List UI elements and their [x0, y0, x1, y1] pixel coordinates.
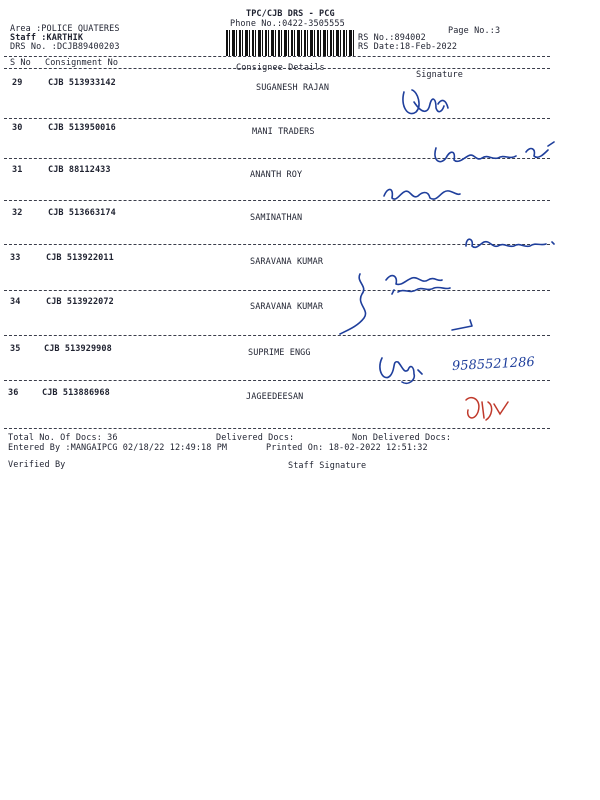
row-consignee: SAMINATHAN — [250, 213, 303, 223]
printed-on: Printed On: 18-02-2022 12:51:32 — [266, 443, 428, 453]
row-divider — [4, 118, 550, 119]
rs-date: RS Date:18-Feb-2022 — [358, 42, 458, 52]
row-consignment: CJB 513922072 — [46, 297, 114, 307]
row-consignee: SUGANESH RAJAN — [256, 83, 330, 93]
row-consignee: MANI TRADERS — [252, 127, 315, 137]
row-consignee: SARAVANA KUMAR — [250, 302, 324, 312]
total-docs: Total No. Of Docs: 36 — [8, 433, 118, 443]
signature-35 — [374, 352, 434, 392]
row-sno: 35 — [10, 344, 21, 354]
col-sno: S No — [10, 58, 31, 68]
row-consignee: ANANTH ROY — [250, 170, 303, 180]
col-signature: Signature — [416, 70, 463, 80]
signature-29 — [398, 84, 458, 128]
row-consignment: CJB 513933142 — [48, 78, 116, 88]
header-bottom-rule — [4, 68, 550, 69]
row-consignment: CJB 513922011 — [46, 253, 114, 263]
row-consignment: CJB 513886968 — [42, 388, 110, 398]
header-top-rule — [4, 56, 550, 57]
verified-by: Verified By — [8, 460, 66, 470]
signature-33b — [336, 270, 506, 344]
signature-31 — [380, 178, 470, 212]
non-delivered-docs: Non Delivered Docs: — [352, 433, 452, 443]
signature-34 — [450, 318, 480, 338]
row-consignee: SUPRIME ENGG — [248, 348, 311, 358]
col-consignee: Consignee Details — [236, 63, 325, 73]
drs-number: DRS No. :DCJB89400203 — [10, 42, 120, 52]
staff-signature: Staff Signature — [288, 461, 367, 471]
row-sno: 31 — [12, 165, 23, 175]
row-divider — [4, 380, 550, 381]
row-sno: 33 — [10, 253, 21, 263]
phone-number: Phone No.:0422-3505555 — [230, 19, 345, 29]
page-number: Page No.:3 — [448, 26, 501, 36]
row-sno: 32 — [12, 208, 23, 218]
row-sno: 29 — [12, 78, 23, 88]
delivered-docs: Delivered Docs: — [216, 433, 295, 443]
staff-label: Staff :KARTHIK — [10, 33, 84, 43]
row-consignment: CJB 513929908 — [44, 344, 112, 354]
handwritten-phone: 9585521286 — [451, 354, 536, 375]
row-consignment: CJB 513950016 — [48, 123, 116, 133]
row-consignee: JAGEEDEESAN — [246, 392, 304, 402]
signature-33a — [462, 232, 562, 260]
row-consignment: CJB 513663174 — [48, 208, 116, 218]
area-label: Area :POLICE QUATERES — [10, 24, 120, 34]
col-consignment: Consignment No — [45, 58, 119, 68]
row-consignment: CJB 88112433 — [48, 165, 111, 175]
row-sno: 36 — [8, 388, 19, 398]
rs-number: RS No.:894002 — [358, 33, 426, 43]
barcode — [226, 30, 354, 56]
row-sno: 34 — [10, 297, 21, 307]
document-title: TPC/CJB DRS - PCG — [246, 9, 335, 19]
row-sno: 30 — [12, 123, 23, 133]
entered-by: Entered By :MANGAIPCG 02/18/22 12:49:18 PM — [8, 443, 228, 453]
signature-30 — [430, 140, 560, 174]
row-consignee: SARAVANA KUMAR — [250, 257, 324, 267]
signature-36-stamp — [460, 392, 520, 432]
